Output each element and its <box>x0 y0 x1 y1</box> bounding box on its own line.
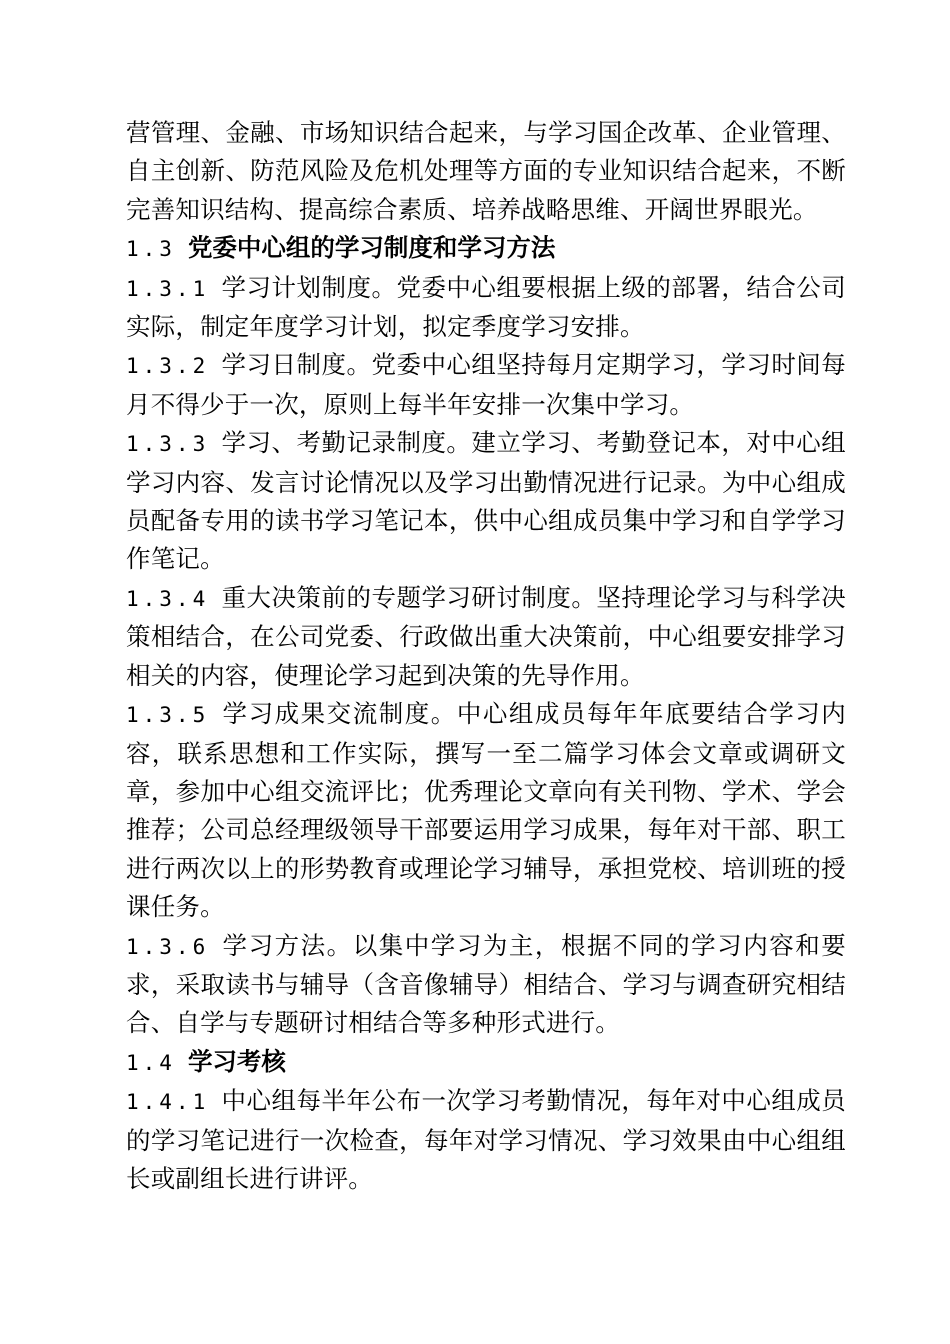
clause-text: 学习成果交流制度。中心组成员每年年底要结合学习内容，联系思想和工作实际，撰写一至二篇学习体会文章或调研文章，参加中心组交流评比；优秀理论文章向有关刊物、学术、学会推荐；公司总经理级领导干部要运用学习成果，每年对干部、职工进行两次以上的形势教育或理论学习辅导，承担党校、培训班的授课任务。 <box>126 699 846 922</box>
clause-1-3-6 <box>126 927 846 1043</box>
section-title: 学习考核 <box>187 1046 286 1076</box>
clause-text: 学习日制度。党委中心组坚持每月定期学习，学习时间每月不得少于一次，原则上每半年安排一次集中学习。 <box>126 350 846 419</box>
clause-number: 1.3.4 <box>126 586 210 611</box>
clause-number: 1.3.6 <box>126 934 210 959</box>
section-number: 1.3 <box>126 237 176 262</box>
clause-1-3-5 <box>126 695 846 926</box>
section-heading-1-4 <box>126 1043 846 1082</box>
clause-text: 学习、考勤记录制度。建立学习、考勤登记本，对中心组学习内容、发言讨论情况以及学习出勤情况进行记录。为中心组成员配备专用的读书学习笔记本，供中心组成员集中学习和自学学习作笔记。 <box>126 428 846 574</box>
clause-number: 1.3.1 <box>126 276 210 301</box>
clause-text: 重大决策前的专题学习研讨制度。坚持理论学习与科学决策相结合，在公司党委、行政做出重大决策前，中心组要安排学习相关的内容，使理论学习起到决策的先导作用。 <box>126 582 846 690</box>
clause-text: 中心组每半年公布一次学习考勤情况，每年对中心组成员的学习笔记进行一次检查，每年对学习情况、学习效果由中心组组长或副组长进行讲评。 <box>126 1086 846 1193</box>
clause-number: 1.4.1 <box>126 1090 210 1115</box>
section-heading-1-3 <box>126 229 846 268</box>
clause-1-3-4 <box>126 579 846 695</box>
clause-text: 学习计划制度。党委中心组要根据上级的部署，结合公司实际，制定年度学习计划，拟定季度学习安排。 <box>126 272 846 342</box>
clause-1-3-1 <box>126 269 846 347</box>
clause-number: 1.3.2 <box>126 354 210 379</box>
section-number: 1.4 <box>126 1050 176 1075</box>
clause-number: 1.3.3 <box>126 432 210 457</box>
clause-number: 1.3.5 <box>126 703 210 728</box>
clause-text: 学习方法。以集中学习为主，根据不同的学习内容和要求，采取读书与辅导（含音像辅导）相结合、学习与调查研究相结合、自学与专题研讨相结合等多种形式进行。 <box>126 930 846 1038</box>
document-body <box>126 114 846 1198</box>
clause-1-4-1 <box>126 1082 846 1198</box>
opening-paragraph: 营管理、金融、市场知识结合起来，与学习国企改革、企业管理、自主创新、防范风险及危机处理等方面的专业知识结合起来，不断完善知识结构、提高综合素质、培养战略思维、开阔世界眼光。 <box>126 118 846 224</box>
clause-1-3-2 <box>126 346 846 424</box>
clause-1-3-3 <box>126 424 846 579</box>
section-title: 党委中心组的学习制度和学习方法 <box>187 233 556 263</box>
